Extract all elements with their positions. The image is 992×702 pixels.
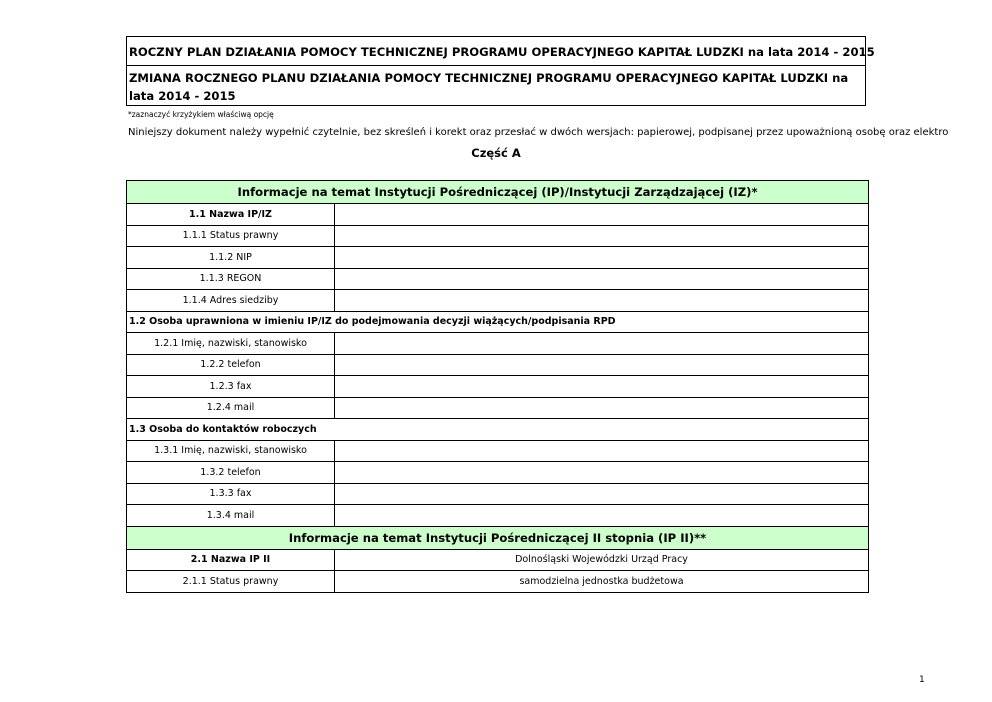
table-row	[127, 311, 869, 333]
field-label: 1.3.4 mail	[127, 505, 335, 527]
table-row	[127, 333, 869, 355]
document-title: ROCZNY PLAN DZIAŁANIA POMOCY TECHNICZNEJ PROGRAMU OPERACYJNEGO KAPITAŁ LUDZKI na lata 2014 - 2015	[127, 37, 865, 66]
field-label: 1.3.1 Imię, nazwiski, stanowisko	[127, 440, 335, 462]
table-row	[127, 397, 869, 419]
field-label: 1.2.4 mail	[127, 397, 335, 419]
table-row	[127, 290, 869, 312]
table-row	[127, 354, 869, 376]
document-title-box	[126, 36, 875, 106]
field-label: 1.3.3 fax	[127, 483, 335, 505]
page-number: 1	[919, 675, 925, 685]
field-value-legal-status[interactable]	[335, 225, 869, 247]
field-label: 2.1 Nazwa IP II	[127, 549, 335, 571]
table-row	[127, 225, 869, 247]
field-value-contact-person[interactable]	[335, 440, 869, 462]
field-value-ip-ii-name[interactable]: Dolnośląski Wojewódzki Urząd Pracy	[335, 549, 869, 571]
table-row	[127, 204, 869, 226]
field-value-nip[interactable]	[335, 247, 869, 269]
field-label: 1.1.3 REGON	[127, 268, 335, 290]
table-row	[127, 462, 869, 484]
field-value-contact-mail[interactable]	[335, 505, 869, 527]
field-label: 1.3.2 telefon	[127, 462, 335, 484]
part-label: Część A	[471, 146, 521, 160]
field-label: 2.1.1 Status prawny	[127, 571, 335, 593]
section-header-text: Informacje na temat Instytucji Pośredniczącej II stopnia (IP II)**	[127, 526, 869, 549]
field-label: 1.2.1 Imię, nazwiski, stanowisko	[127, 333, 335, 355]
footnote: *zaznaczyć krzyżykiem właściwą opcję	[128, 110, 274, 119]
section-subheader: 1.2 Osoba uprawniona w imieniu IP/IZ do podejmowania decyzji wiążących/podpisania RPD	[127, 311, 869, 333]
field-value-ip-iz-name[interactable]	[335, 204, 869, 226]
field-value-authorized-person[interactable]	[335, 333, 869, 355]
field-label: 1.1 Nazwa IP/IZ	[127, 204, 335, 226]
section-header-ip-ii	[127, 526, 869, 549]
section-header-ip-iz	[127, 181, 869, 204]
table-row	[127, 376, 869, 398]
field-label: 1.2.3 fax	[127, 376, 335, 398]
field-value-contact-fax[interactable]	[335, 483, 869, 505]
table-row	[127, 483, 869, 505]
table-row	[127, 549, 869, 571]
field-value-phone[interactable]	[335, 354, 869, 376]
field-label: 1.1.4 Adres siedziby	[127, 290, 335, 312]
table-row	[127, 268, 869, 290]
document-change-title: ZMIANA ROCZNEGO PLANU DZIAŁANIA POMOCY TECHNICZNEJ PROGRAMU OPERACYJNEGO KAPITAŁ LUDZKI na lata 2014 - 2015	[129, 71, 849, 103]
field-value-contact-phone[interactable]	[335, 462, 869, 484]
field-value-regon[interactable]	[335, 268, 869, 290]
field-label: 1.1.1 Status prawny	[127, 225, 335, 247]
field-value-fax[interactable]	[335, 376, 869, 398]
table-row	[127, 505, 869, 527]
field-value-address[interactable]	[335, 290, 869, 312]
section-header-text: Informacje na temat Instytucji Pośredniczącej (IP)/Instytucji Zarządzającej (IZ)*	[127, 181, 869, 204]
section-subheader: 1.3 Osoba do kontaktów roboczych	[127, 419, 869, 441]
table-row	[127, 419, 869, 441]
table-row	[127, 571, 869, 593]
field-value-mail[interactable]	[335, 397, 869, 419]
table-row	[127, 247, 869, 269]
field-value-ip-ii-legal-status[interactable]: samodzielna jednostka budżetowa	[335, 571, 869, 593]
field-label: 1.1.2 NIP	[127, 247, 335, 269]
instructions-text: Niniejszy dokument należy wypełnić czytelnie, bez skreśleń i korekt oraz przesłać w dwóch wersjach: papierowej, podpisanej przez upoważnioną osobę oraz elektro	[128, 127, 949, 138]
form-table	[126, 180, 869, 593]
field-label: 1.2.2 telefon	[127, 354, 335, 376]
table-row	[127, 440, 869, 462]
